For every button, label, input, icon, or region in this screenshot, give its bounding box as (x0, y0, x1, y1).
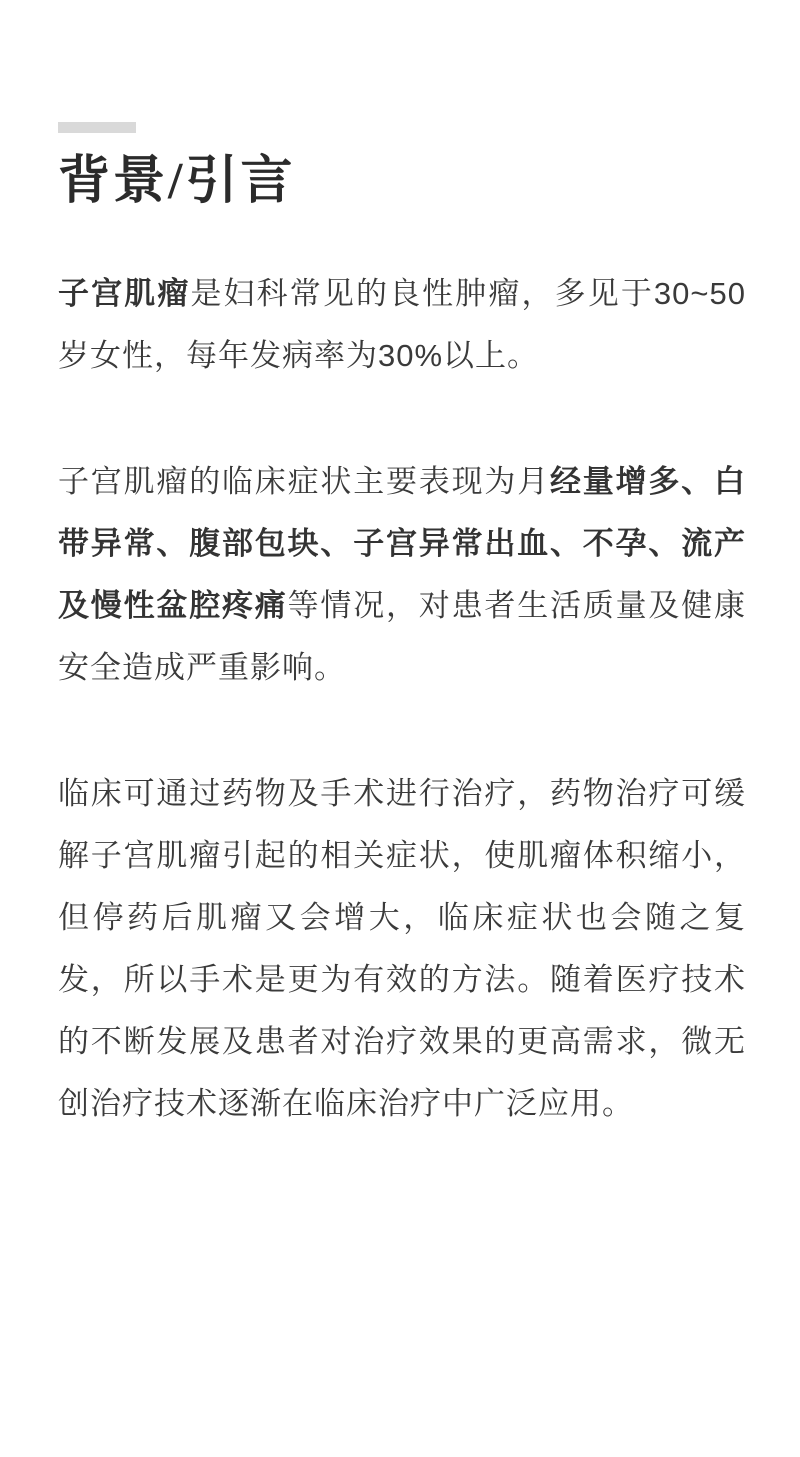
text-segment: 子宫肌瘤的临床症状主要表现为月 (58, 464, 550, 500)
text-segment: 等情况，对患者生活质量及健康安全造成严重影响。 (58, 588, 747, 686)
accent-bar (58, 122, 136, 133)
text-segment: 临床可通过药物及手术进行治疗，药物治疗可缓解子宫肌瘤引起的相关症状，使肌瘤体积缩小，但停药后肌瘤又会增大，临床症状也会随之复发，所以手术是更为有效的方法。随着医疗技术的不断发展及患者对治疗效果的更高需求，微无创治疗技术逐渐在临床治疗中广泛应用。 (58, 776, 746, 1122)
bold-symptom-list: 经量增多、白带异常、腹部包块、子宫异常出血、不孕、流产及慢性盆腔疼痛 (58, 464, 746, 624)
page-title: 背景/引言 (58, 153, 296, 210)
paragraph-treatment (58, 763, 746, 1135)
bold-term-uterine-fibroid: 子宫肌瘤 (58, 276, 191, 312)
paragraph-overview (58, 263, 746, 387)
text-segment: 是妇科常见的良性肿瘤，多见于30~50岁女性，每年发病率为30%以上。 (58, 276, 746, 374)
paragraph-symptoms (58, 451, 746, 699)
article-page (0, 122, 800, 1457)
